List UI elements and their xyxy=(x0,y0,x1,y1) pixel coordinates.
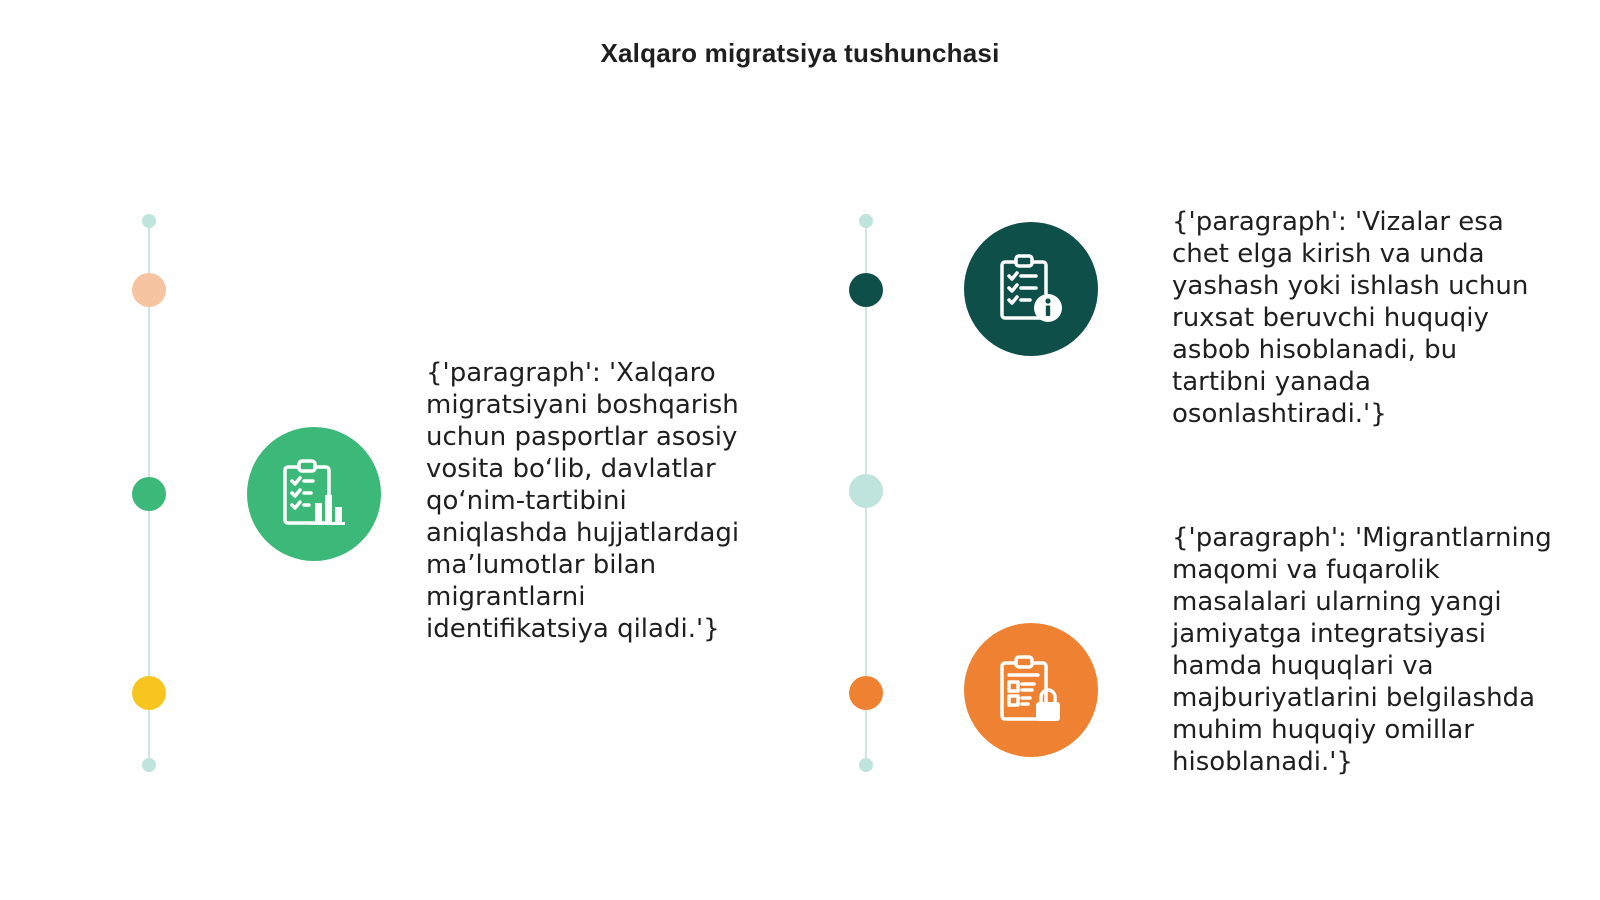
page-title: Xalqaro migratsiya tushunchasi xyxy=(600,38,1000,68)
paragraph-passports: {'paragraph': 'Xalqaro migratsiyani boshqarish uchun pasportlar asosiy vosita bo‘lib, davlatlar qo‘nim-tartibini aniqlashda hujjatlardagi ma’lumotlar bilan migrantlarni identifikatsiya qiladi.'} xyxy=(426,358,740,644)
timeline-end-dot xyxy=(859,214,873,228)
timeline-dot-teal xyxy=(849,273,883,307)
clipboard-chart-icon xyxy=(247,427,381,561)
timeline-dot-peach xyxy=(132,273,166,307)
timeline-dot-yellow xyxy=(132,676,166,710)
timeline-dot-mint xyxy=(849,474,883,508)
timeline-end-dot xyxy=(142,214,156,228)
timeline-end-dot xyxy=(859,758,873,772)
paragraph-visas: {'paragraph': 'Vizalar esa chet elga kirish va unda yashash yoki ishlash uchun ruxsat beruvchi huquqiy asbob hisoblanadi, bu tartibni yanada osonlashtiradi.'} xyxy=(1172,207,1529,429)
timeline-dot-green xyxy=(132,477,166,511)
timeline-dot-orange xyxy=(849,676,883,710)
clipboard-lock-icon xyxy=(964,623,1098,757)
timeline-end-dot xyxy=(142,758,156,772)
paragraph-status: {'paragraph': 'Migrantlarning maqomi va fuqarolik masalalari ularning yangi jamiyatga integratsiyasi hamda huquqlari va majburiyatlarini belgilashda muhim huquqiy omillar hisoblanadi.'} xyxy=(1172,523,1552,777)
clipboard-info-icon xyxy=(964,222,1098,356)
